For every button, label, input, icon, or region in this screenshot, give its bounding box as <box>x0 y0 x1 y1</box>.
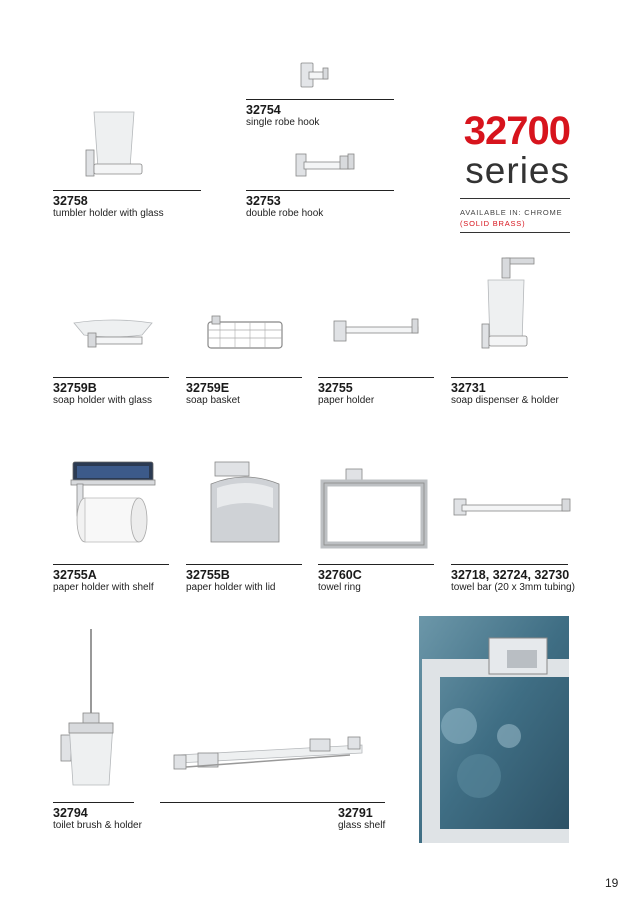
product-label <box>53 190 201 220</box>
product-code: 32759B <box>53 381 97 395</box>
series-word: series <box>465 150 570 191</box>
product-code: 32791 <box>338 806 373 820</box>
divider <box>460 198 570 199</box>
product-rule <box>160 802 385 803</box>
product-label <box>160 802 385 832</box>
product-label <box>186 377 302 407</box>
product-description: double robe hook <box>246 208 324 219</box>
product-description: single robe hook <box>246 117 320 128</box>
single-robe-hook-image <box>295 60 335 90</box>
product-rule <box>451 564 568 565</box>
product-code: 32794 <box>53 806 88 820</box>
series-header <box>460 110 570 233</box>
product-label <box>451 377 568 407</box>
product-label <box>53 564 169 594</box>
product-description: paper holder <box>318 395 375 406</box>
availability-text: AVAILABLE IN: CHROME <box>460 208 563 217</box>
product-rule <box>186 564 302 565</box>
series-number: 32700 <box>463 109 570 153</box>
page-number: 19 <box>605 876 619 890</box>
product-code: 32758 <box>53 194 88 208</box>
product-label <box>318 564 434 594</box>
material-text: (SOLID BRASS) <box>460 219 526 228</box>
product-label <box>318 377 434 407</box>
product-rule <box>246 99 394 100</box>
soap-basket-image <box>200 312 290 357</box>
product-rule <box>53 564 169 565</box>
product-label <box>246 190 394 220</box>
product-code: 32754 <box>246 103 281 117</box>
product-rule <box>53 802 134 803</box>
towel-ring-image <box>320 465 430 550</box>
product-description: glass shelf <box>338 820 386 831</box>
glass-shelf-image <box>170 733 370 778</box>
double-robe-hook-image <box>290 150 360 180</box>
product-label <box>451 564 575 594</box>
product-rule <box>53 377 169 378</box>
product-rule <box>318 564 434 565</box>
product-label <box>53 802 142 832</box>
product-code: 32760C <box>318 568 362 582</box>
product-code: 32759E <box>186 381 230 395</box>
product-rule <box>451 377 568 378</box>
product-code: 32755B <box>186 568 230 582</box>
product-description: towel bar (20 x 3mm tubing) <box>451 582 575 593</box>
product-rule <box>53 190 201 191</box>
product-code: 32718, 32724, 32730 <box>451 568 570 582</box>
paper-holder-shelf-image <box>65 458 160 548</box>
product-rule <box>318 377 434 378</box>
soap-dispenser-image <box>480 252 540 357</box>
product-description: paper holder with lid <box>186 582 276 593</box>
paper-holder-image <box>330 315 425 345</box>
product-description: paper holder with shelf <box>53 582 154 593</box>
paper-holder-lid-image <box>205 458 285 550</box>
product-rule <box>186 377 302 378</box>
product-description: toilet brush & holder <box>53 820 142 831</box>
product-code: 32731 <box>451 381 486 395</box>
towel-bar-image <box>450 495 575 525</box>
divider <box>460 232 570 233</box>
product-code: 32755 <box>318 381 353 395</box>
product-code: 32755A <box>53 568 97 582</box>
product-description: towel ring <box>318 582 361 593</box>
product-label <box>246 99 394 129</box>
product-code: 32753 <box>246 194 281 208</box>
product-description: soap dispenser & holder <box>451 395 559 406</box>
toilet-brush-image <box>55 625 125 790</box>
product-description: tumbler holder with glass <box>53 208 164 219</box>
product-description: soap holder with glass <box>53 395 152 406</box>
tumbler-holder-image <box>80 108 155 188</box>
product-rule <box>246 190 394 191</box>
soap-holder-image <box>68 315 158 350</box>
towel-ring-lifestyle-photo <box>419 616 569 843</box>
product-label <box>53 377 169 407</box>
product-description: soap basket <box>186 395 240 406</box>
product-label <box>186 564 302 594</box>
